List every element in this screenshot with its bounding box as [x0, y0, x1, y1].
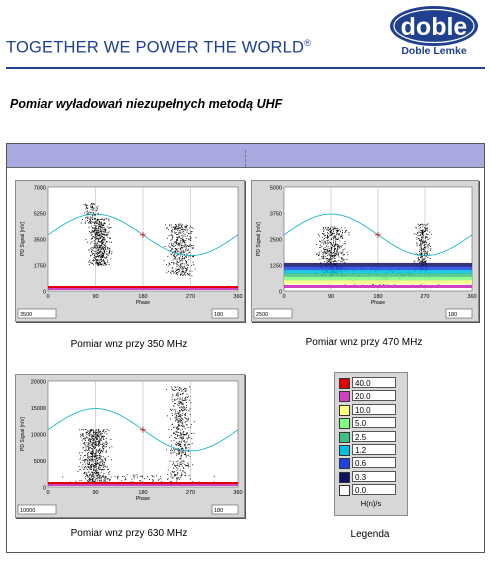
x-tick-label: 0: [282, 294, 286, 300]
x-tick-label: 270: [420, 294, 430, 300]
phase-field-value: 180: [214, 312, 224, 318]
phase-field-value: 180: [448, 312, 458, 318]
plot-caption-630mhz: Pomiar wnz przy 630 MHz: [70, 528, 188, 539]
noise-band: [284, 266, 472, 270]
slogan-text: TOGETHER WE POWER THE WORLD: [6, 38, 305, 57]
y-axis-label: PD Signal [mV]: [256, 222, 262, 256]
y-tick-label: 2500: [269, 237, 282, 244]
noise-floor-band: [48, 484, 238, 486]
slogan: [6, 38, 311, 58]
pd-plot-350mhz: [15, 180, 245, 322]
y-tick-label: 1750: [33, 263, 46, 270]
plot-caption-350mhz: Pomiar wnz przy 350 MHz: [70, 339, 188, 350]
legend-value: 0.6: [352, 457, 396, 468]
legend-value: 5.0: [352, 417, 396, 428]
legend-row: [339, 431, 399, 444]
legend-value: 0.3: [352, 471, 396, 482]
x-tick-label: 360: [233, 490, 243, 496]
document-title: Pomiar wyładowań niezupełnych metodą UHF: [10, 97, 283, 111]
legend-row: [339, 417, 399, 430]
x-tick-label: 360: [233, 294, 243, 300]
header-divider: [6, 67, 485, 69]
y-tick-label: 1250: [269, 263, 282, 270]
noise-band: [284, 280, 472, 284]
registered-mark: ®: [304, 38, 311, 48]
y-tick-label: 0: [42, 289, 46, 296]
x-tick-label: 180: [373, 294, 383, 300]
legend-row: [339, 484, 399, 497]
legend-swatch: [339, 472, 350, 483]
x-tick-label: 180: [138, 294, 148, 300]
legend-row: [339, 471, 399, 484]
x-tick-label: 180: [138, 490, 148, 496]
legend-value: 1.2: [352, 444, 396, 455]
legend-value: 20.0: [352, 390, 396, 401]
legend-swatch: [339, 485, 350, 496]
legend-caption: Legenda: [350, 529, 390, 540]
intensity-legend: [334, 372, 408, 516]
x-tick-label: 270: [185, 294, 196, 300]
x-tick-label: 90: [92, 490, 99, 496]
y-tick-label: 15000: [30, 406, 46, 412]
measurement-panel: [6, 143, 485, 553]
legend-value: 40.0: [352, 377, 396, 388]
legend-swatch: [339, 405, 350, 416]
x-axis-label: Phase: [135, 496, 151, 502]
y-tick-label: 0: [42, 485, 46, 492]
y-tick-label: 10000: [30, 432, 46, 439]
y-tick-label: 7000: [33, 185, 46, 192]
x-axis-label: Phase: [370, 300, 386, 306]
y-tick-label: 3500: [33, 237, 46, 244]
logo-word: doble: [400, 13, 468, 41]
noise-floor-band: [48, 286, 238, 288]
legend-value: 0.0: [352, 484, 396, 495]
plot-caption-470mhz: Pomiar wnz przy 470 MHz: [305, 337, 423, 348]
panel-header-band: [7, 144, 484, 168]
legend-row: [339, 457, 399, 470]
x-tick-label: 0: [46, 490, 50, 496]
x-tick-label: 90: [92, 294, 99, 300]
band-divider: [245, 150, 247, 167]
noise-floor-band: [284, 285, 472, 288]
legend-value: 2.5: [352, 431, 396, 442]
legend-value: 10.0: [352, 404, 396, 415]
legend-row: [339, 404, 399, 417]
legend-swatch: [339, 418, 350, 429]
legend-swatch: [339, 432, 350, 443]
legend-row: [339, 390, 399, 403]
legend-row: [339, 377, 399, 390]
legend-swatch: [339, 458, 350, 469]
noise-band: [284, 263, 472, 267]
legend-swatch: [339, 378, 350, 389]
pd-plot-630mhz: [15, 374, 245, 518]
noise-floor-band: [48, 482, 238, 484]
y-tick-label: 20000: [30, 379, 46, 386]
y-tick-label: 5250: [33, 211, 46, 218]
y-tick-label: 5000: [33, 459, 46, 465]
noise-floor-band: [48, 288, 238, 290]
scale-field-value: 10000: [20, 508, 36, 514]
x-tick-label: 360: [467, 294, 477, 300]
pd-plot-svg: [252, 181, 478, 321]
phase-field-value: 180: [214, 508, 224, 514]
x-axis-label: Phase: [135, 300, 151, 306]
y-tick-label: 5000: [269, 185, 282, 192]
x-tick-label: 90: [327, 294, 335, 300]
x-tick-label: 270: [185, 490, 196, 496]
y-tick-label: 3750: [269, 211, 282, 218]
legend-swatch: [339, 445, 350, 456]
pd-plot-svg: [16, 375, 244, 517]
legend-row: [339, 444, 399, 457]
scale-field-value: 2500: [256, 312, 269, 318]
pd-plot-svg: [16, 181, 244, 321]
legend-unit: H(n)/s: [360, 499, 382, 508]
y-axis-label: PD Signal [mV]: [20, 417, 26, 451]
pd-plot-470mhz: [251, 180, 479, 322]
scale-field-value: 3500: [20, 312, 33, 318]
logo-subtitle: Doble Lemke: [401, 45, 467, 57]
noise-band: [284, 277, 472, 281]
y-axis-label: PD Signal [mV]: [20, 222, 26, 256]
legend-swatch: [339, 391, 350, 402]
noise-band: [284, 273, 472, 277]
y-tick-label: 0: [278, 289, 282, 296]
noise-band: [284, 270, 472, 274]
x-tick-label: 0: [46, 294, 50, 300]
